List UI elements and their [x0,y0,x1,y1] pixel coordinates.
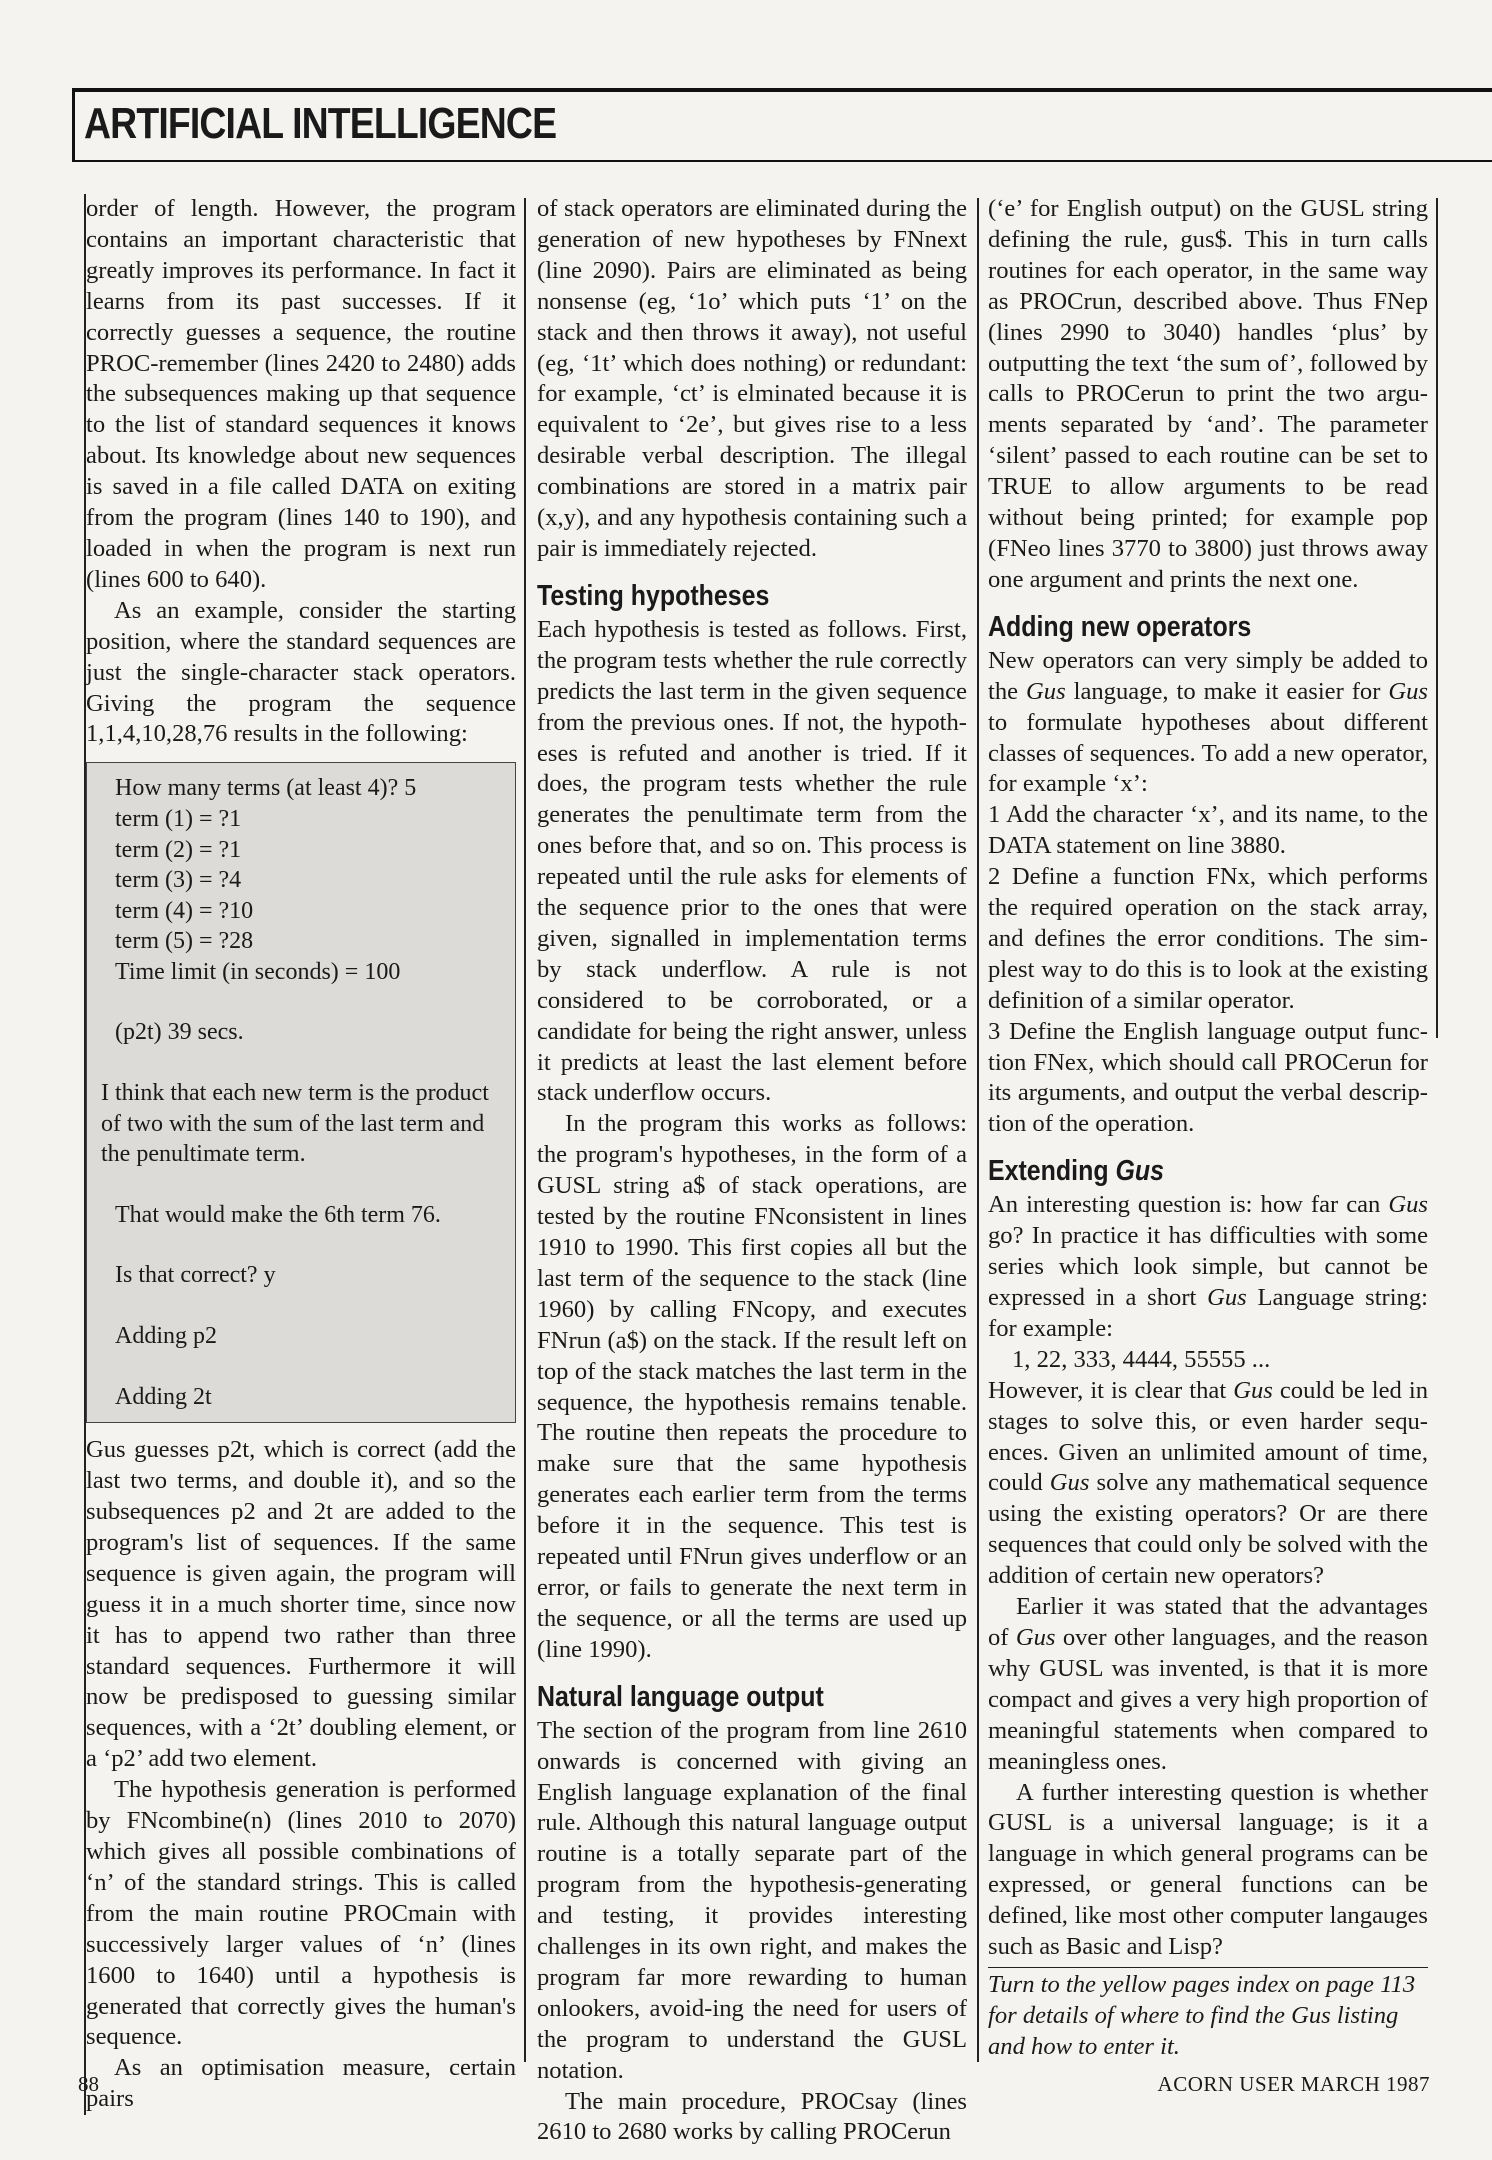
output-line: Is that correct? y [115,1262,276,1289]
step-1: 1 Add the character ‘x’, and its name, to the DATA statement on line 3880. [988,801,1428,860]
magazine-issue: ACORN USER MARCH 1987 [1157,2072,1430,2096]
paragraph: Earlier it was stated that the advantages of Gus over other languages, and the reason why GUSL was invented, is that it is more compact and gives a very high proportion of meaningful statements when compared to meaningless ones. [988,1593,1429,1775]
output-line: Adding 2t [115,1383,212,1410]
column-rule [1436,198,1438,1038]
output-line: That would make the 6th term 76. [115,1201,441,1228]
paragraph: order of length. However, the program contains an important characteristic that greatly improves its performance. In fact it learns from its past successes. If it correctly guesses a sequence, the routine PROC-remember (lines 2420 to 2480) adds the subsequences making up that sequence to the list of standard sequences it knows about. Its knowledge about new sequences is saved in a file called DATA on exiting from the program (lines 140 to 190), and loaded in when the program is next run (lines 600 to 640). [86,195,516,593]
step-3: 3 Define the English language output func-tion FNex, which should call PROCerun for its arguments, and output the verbal descrip-tion of the operation. [988,1017,1428,1138]
step-2: 2 Define a function FNx, which performs the required operation on the stack array, and defines the error conditions. The sim-plest way to do this is to look at the existing definition of a similar operator. [988,863,1428,1014]
paragraph: As an optimisation measure, certain pairs [86,2054,516,2113]
output-line: Time limit (in seconds) = 100 [115,958,401,985]
column-3 [988,194,1428,2063]
output-line: term (4) = ?10 [115,897,254,924]
output-line: term (5) = ?28 [115,928,254,955]
footnote: Turn to the yellow pages index on page 113 for details of where to find the Gus listing and how to enter it. [988,1967,1428,2063]
column-rule [977,198,979,2062]
column-rule [524,198,526,2062]
column-2 [537,194,967,2148]
output-line: How many terms (at least 4)? 5 [115,775,417,802]
page-number: 88 [78,2072,99,2096]
paragraph: An interesting question is: how far can Gus go? In practice it has difficulties with some series which look simple, but cannot be expressed in a short Gus Language string: for example: [988,1191,1428,1342]
paragraph: In the program this works as follows: the program's hypotheses, in the form of a GUSL string a$ of stack operations, are tested by the routine FNconsistent in lines 1910 to 1990. This first copies all but the last term of the sequence to the stack (line 1960) by calling FNcopy, and executes FNrun (a$) on the stack. If the result left on top of the stack matches the last term in the sequence, the hypothesis remains tenable. The routine then repeats the procedure to make sure that the same hypothesis generates each earlier term from the terms before it in the sequence. This test is repeated until FNrun gives underflow or an error, or fails to generate the next term in the sequence, or all the terms are used up (line 1990). [537,1110,967,1663]
output-line: (p2t) 39 secs. [115,1019,244,1046]
paragraph: However, it is clear that Gus could be led in stages to solve this, or even harder sequ-ences. Given an unlimited amount of time, could Gus solve any mathematical sequence using the existing operators? Or are there sequences that could only be solved with the addition of certain new operators? [988,1376,1429,1590]
paragraph: Each hypothesis is tested as follows. First, the program tests whether the rule correctly predicts the last term in the given sequence from the previous ones. If not, the hypoth-eses is refuted and another is tried. If it does, the program tests whether the rule generates the penultimate term from the ones before that, and so on. This process is repeated until the rule asks for elements of the sequence prior to the ones that were given, signalled in implementation terms by stack underflow. A rule is not considered to be corroborated, or a candidate for being the right answer, unless it predicts at least the last element before stack underflow occurs. [537,615,967,1107]
column-1 [84,194,516,2115]
output-line: Adding p2 [115,1323,217,1350]
output-line: term (3) = ?4 [115,867,242,894]
program-output-box [86,762,516,1423]
paragraph: The section of the program from line 2610 onwards is concerned with giving an English language explanation of the final rule. Although this natural language output routine is a totally separate part of the program from the hypothesis-generating and testing, it provides interesting challenges in its own right, and makes the program far more rewarding to human onlookers, avoid-ing the need for users of the program to understand the GUSL notation. [537,1716,967,2084]
section-title: ARTIFICIAL INTELLIGENCE [84,99,557,148]
subheading-new-operators: Adding new operators [988,610,1252,643]
paragraph: Gus guesses p2t, which is correct (add the last two terms, and double it), and so the subsequences p2 and 2t are added to the program's list of sequences. If the same sequence is given again, the program will guess it in a much shorter time, since now it has to append two rather than three standard sequences. Furthermore it will now be predisposed to guessing similar sequences, with a ‘2t’ doubling element, or a ‘p2’ add two element. [86,1436,516,1773]
paragraph: The main procedure, PROCsay (lines 2610 to 2680 works by calling PROCerun [537,2087,967,2146]
output-line: term (1) = ?1 [115,805,242,832]
paragraph: As an example, consider the starting position, where the standard sequences are just the single-character stack operators. Giving the program the sequence 1,1,4,10,28,76 results in the following: [86,596,516,748]
output-line: term (2) = ?1 [115,836,242,863]
paragraph: New operators can very simply be added to the Gus language, to make it easier for Gus to formulate hypotheses about different classes of sequences. To add a new operator, for example ‘x’: [988,646,1428,798]
subheading-testing: Testing hypotheses [537,579,770,612]
paragraph: (‘e’ for English output) on the GUSL string defining the rule, gus$. This in turn calls routines for each operator, in the same way as PROCrun, described above. Thus FNep (lines 2990 to 3040) handles ‘plus’ by outputting the text ‘the sum of’, followed by calls to PROCerun to print the two argu-ments separated by ‘and’. The parameter ‘silent’ passed to each routine can be set to TRUE to allow arguments to be read without being printed; for example pop (FNeo lines 3770 to 3800) just throws away one argument and prints the next one. [988,195,1428,593]
example-series: 1, 22, 333, 4444, 55555 ... [1012,1345,1271,1373]
output-line: I think that each new term is the product of two with the sum of the last term and the penultimate term. [101,1080,489,1168]
paragraph: A further interesting question is whether GUSL is a universal language; is it a language in which general programs can be expressed, or general functions can be defined, like most other computer langauges such as Basic and Lisp? [988,1778,1428,1961]
paragraph: of stack operators are eliminated during the generation of new hypotheses by FNnext (line 2090). Pairs are eliminated as being nonsense (eg, ‘1o’ which puts ‘1’ on the stack and then throws it away), not useful (eg, ‘1t’ which does nothing) or redundant: for example, ‘ct’ is elminated because it is equivalent to ‘2e’, but gives rise to a less desirable verbal description. The illegal combinations are stored in a matrix pair (x,y), and any hypothesis containing such a pair is immediately rejected. [537,195,967,562]
subheading-natural-language: Natural language output [537,1680,824,1713]
subheading-extending-gus: Extending Gus [988,1155,1164,1188]
paragraph: The hypothesis generation is performed by FNcombine(n) (lines 2010 to 2070) which gives all possible combinations of ‘n’ of the standard strings. This is called from the main routine PROCmain with successively larger values of ‘n’ (lines 1600 to 1640) until a hypothesis is generated that correctly gives the human's sequence. [86,1776,516,2051]
